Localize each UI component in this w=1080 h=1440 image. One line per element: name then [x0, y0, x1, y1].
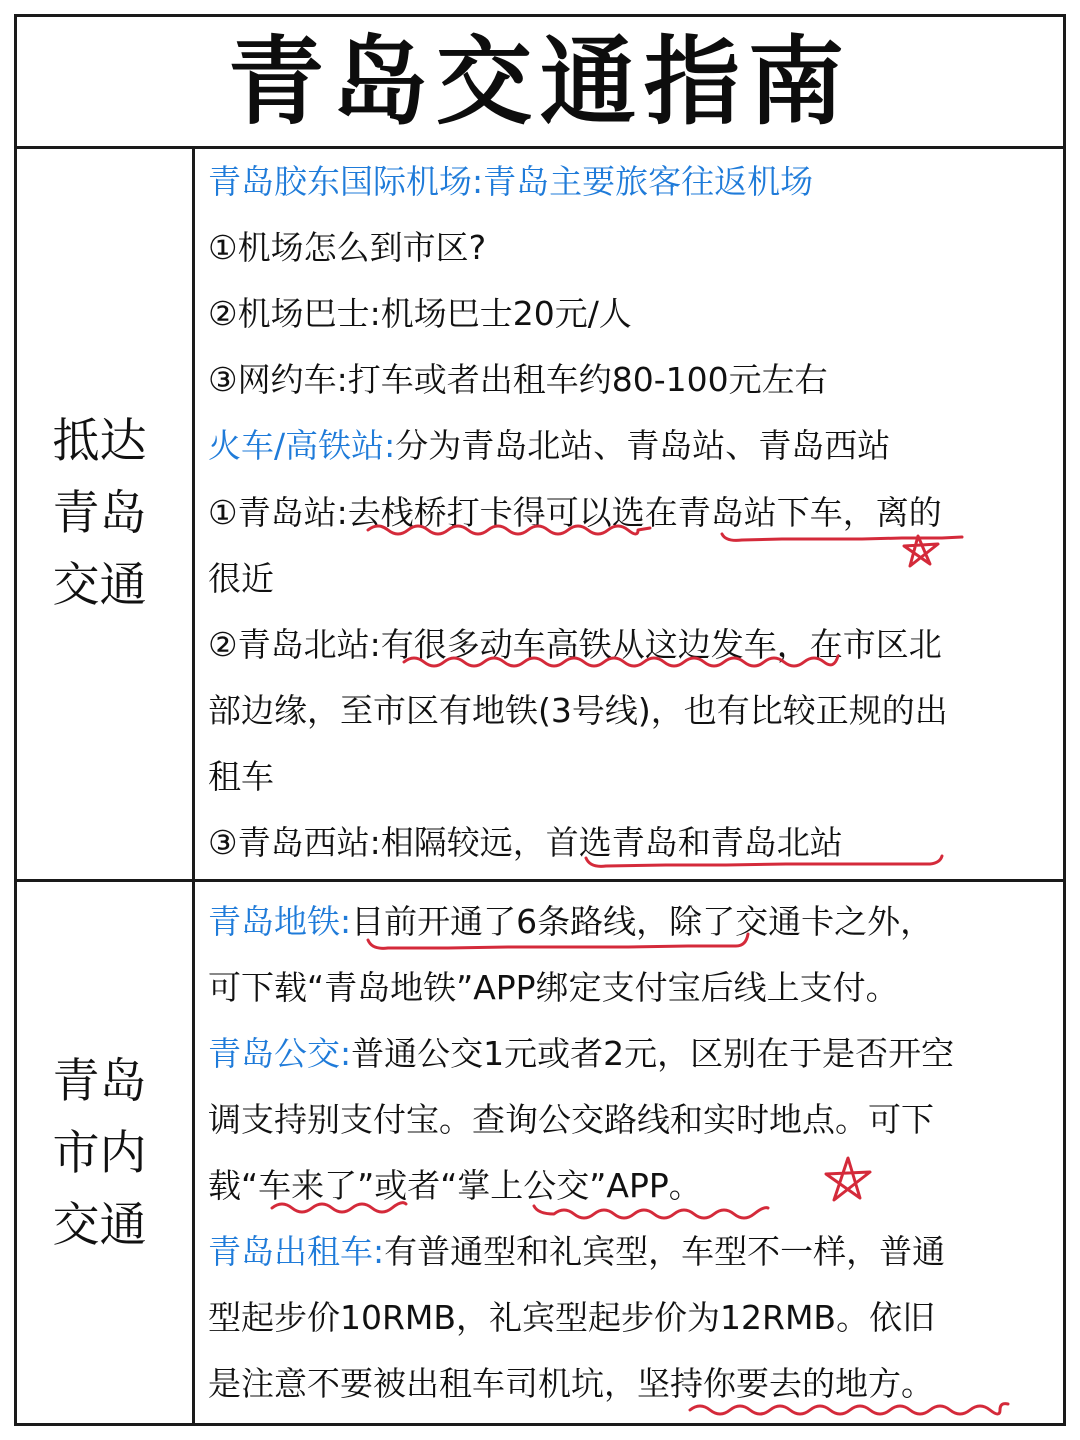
content-line — [208, 358, 1055, 402]
section-city — [17, 882, 1063, 1426]
content-line — [208, 160, 1055, 204]
line-text: 有普通型和礼宾型，车型不一样，普通 — [384, 1232, 946, 1271]
blue-heading: 火车/高铁站: — [208, 426, 396, 465]
line-text: 型起步价10RMB，礼宾型起步价为12RMB。依旧 — [208, 1298, 936, 1337]
blue-heading: 青岛出租车: — [208, 1232, 385, 1271]
blue-heading: 青岛胶东国际机场:青岛主要旅客往返机场 — [208, 162, 814, 201]
content-line — [208, 900, 1055, 944]
section-content — [198, 882, 1063, 1426]
content-line — [208, 1032, 1055, 1076]
section-label-line: 青岛 — [52, 486, 147, 541]
content-line — [208, 1230, 1055, 1274]
line-text: 是注意不要被出租车司机坑，坚持你要去的地方。 — [208, 1364, 934, 1403]
guide-table — [14, 14, 1066, 1426]
line-text: 很近 — [208, 559, 274, 598]
section-label-cell — [17, 149, 195, 879]
line-text: ③青岛西站:相隔较远，首选青岛和青岛北站 — [208, 823, 843, 862]
section-label — [53, 406, 157, 622]
section-arrival — [17, 149, 1063, 882]
section-label-cell — [17, 882, 195, 1426]
section-label — [53, 1046, 157, 1262]
content-line — [208, 1164, 1055, 1208]
line-text: 部边缘，至市区有地铁(3号线)，也有比较正规的出 — [208, 691, 948, 730]
content-line — [208, 557, 1055, 601]
line-text: 调支持别支付宝。查询公交路线和实时地点。可下 — [208, 1100, 934, 1139]
line-text: ①青岛站:去栈桥打卡得可以选在青岛站下车，离的 — [208, 493, 942, 532]
blue-heading: 青岛公交: — [208, 1034, 352, 1073]
line-text: ②机场巴士:机场巴士20元/人 — [208, 294, 632, 333]
line-text: ③网约车:打车或者出租车约80-100元左右 — [208, 360, 828, 399]
content-line — [208, 689, 1055, 733]
section-label-line: 青岛 — [52, 1054, 147, 1109]
content-line — [208, 226, 1055, 270]
line-text: 可下载“青岛地铁”APP绑定支付宝后线上支付。 — [208, 968, 899, 1007]
content-line — [208, 292, 1055, 336]
line-text: 目前开通了6条路线，除了交通卡之外， — [351, 902, 934, 941]
section-label-line: 市内 — [52, 1126, 147, 1181]
content-line — [208, 623, 1055, 667]
line-text: ①机场怎么到市区? — [208, 228, 487, 267]
content-line — [208, 1296, 1055, 1340]
line-text: ②青岛北站:有很多动车高铁从这边发车，在市区北 — [208, 625, 942, 664]
line-text: 分为青岛北站、青岛站、青岛西站 — [395, 426, 891, 465]
line-text: 租车 — [208, 757, 274, 796]
content-line — [208, 1362, 1055, 1406]
content-line — [208, 1098, 1055, 1142]
content-line — [208, 424, 1055, 468]
content-line — [208, 491, 1055, 535]
line-text: 普通公交1元或者2元，区别在于是否开空 — [351, 1034, 955, 1073]
title-row — [17, 17, 1063, 149]
content-line — [208, 966, 1055, 1010]
section-label-line: 交通 — [52, 1198, 147, 1253]
section-label-line: 抵达 — [52, 414, 147, 469]
line-text: 载“车来了”或者“掌上公交”APP。 — [208, 1166, 702, 1205]
content-line — [208, 755, 1055, 799]
section-label-line: 交通 — [52, 558, 147, 613]
blue-heading: 青岛地铁: — [208, 902, 352, 941]
page-title: 青岛交通指南 — [228, 25, 852, 138]
content-line — [208, 821, 1055, 865]
section-content — [198, 149, 1063, 879]
